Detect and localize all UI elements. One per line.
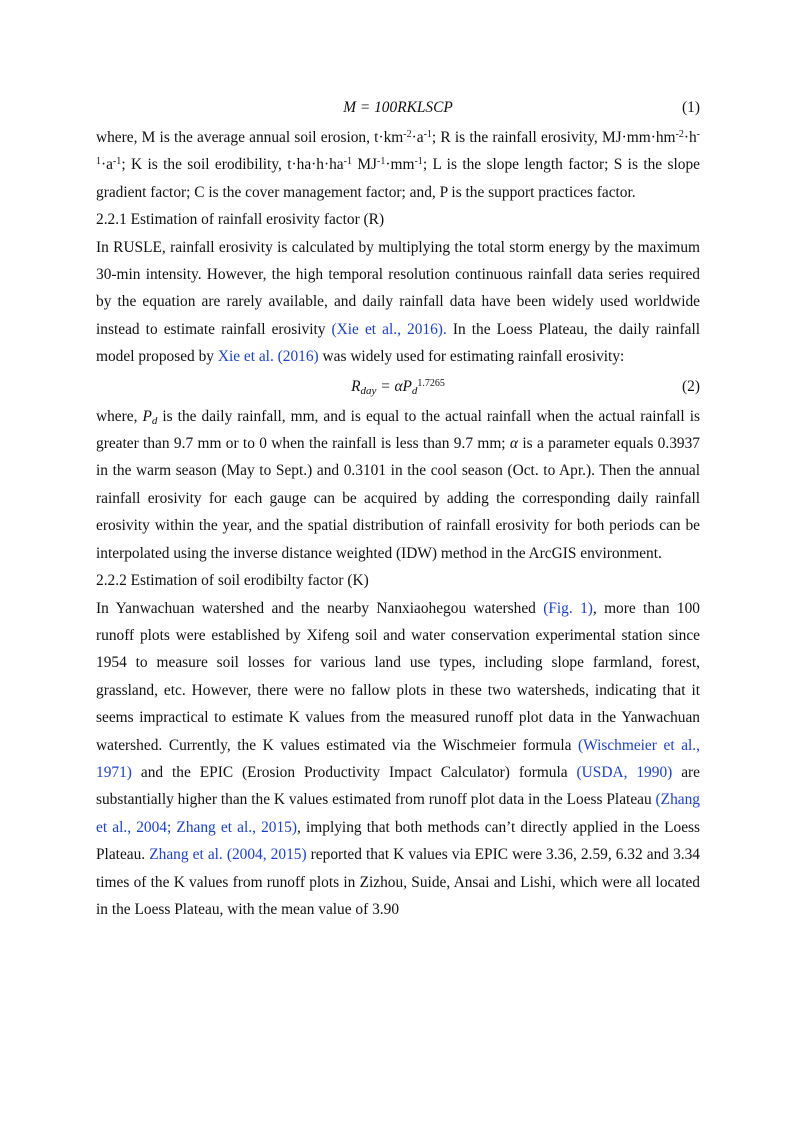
text-run: was widely used for estimating rainfall erosivity: bbox=[318, 348, 625, 366]
equation-variable: R bbox=[351, 377, 361, 395]
text-run: In RUSLE, rainfall erosivity is calculated by multiplying the total storm energy by the maximum 30-min intensity. However, the high temporal resolution continuous rainfall data series required by the equation are rarely available, and daily rainfall data have been widely used worldwide instead to estimate rainfall erosivity bbox=[96, 238, 700, 338]
superscript: -1 bbox=[96, 129, 700, 168]
superscript: -1 bbox=[377, 156, 386, 168]
text-run: are substantially higher than the K values estimated from runoff plot data in the Loess Plateau bbox=[96, 763, 701, 809]
subscript: d bbox=[151, 414, 158, 427]
equation-1-formula: M = 100RKLSCP bbox=[343, 99, 453, 116]
text-run: where, bbox=[96, 407, 143, 425]
equation-2-formula bbox=[96, 371, 700, 403]
superscript: -1 bbox=[414, 156, 423, 168]
citation-link[interactable]: (Zhang et al., 2004; Zhang et al., 2015) bbox=[96, 791, 700, 836]
text-run: ; L is the slope length factor; S is the slope gradient factor; C is the cover management factor; and, P is the support practices factor. bbox=[96, 156, 700, 201]
paper-page bbox=[96, 92, 700, 923]
equation-1-definitions bbox=[96, 124, 700, 206]
text-run: ; K is the soil erodibility, t·ha·h·ha bbox=[121, 156, 344, 174]
text-run: , implying that both methods can’t directly applied in the Loess Plateau. bbox=[96, 818, 701, 864]
text-run: ·mm bbox=[385, 156, 415, 174]
superscript: -2 bbox=[675, 129, 684, 140]
text-run: is a parameter equals 0.3937 in the warm season (May to Sept.) and 0.3101 in the cool season (Oct. to Apr.). Then the annual rainfall erosivity for each gauge can be acquired by adding the corresponding daily rainfall erosivity within the year, and the spatial distribution of rainfall erosivity for both periods can be interpolated using the inverse distance weighted (IDW) method in the ArcGIS environment. bbox=[96, 435, 700, 562]
text-run: is the daily rainfall, mm, and is equal to the actual rainfall when the actual rainfall is greater than 9.7 mm or to 0 when the rainfall is less than 9.7 mm; bbox=[96, 407, 700, 453]
equation-2 bbox=[96, 371, 700, 403]
subscript: day bbox=[360, 384, 377, 397]
paragraph-soil-erodibility bbox=[96, 595, 700, 924]
citation-link[interactable]: (USDA, 1990) bbox=[576, 763, 673, 781]
equation-1 bbox=[96, 92, 700, 124]
equation-text: = αP bbox=[376, 377, 412, 395]
citation-link[interactable]: Zhang et al. (2004, 2015) bbox=[149, 846, 307, 864]
superscript: -2 bbox=[403, 129, 412, 140]
text-run: ·a bbox=[101, 156, 113, 174]
superscript: -1 bbox=[343, 156, 352, 168]
text-run: ·a bbox=[411, 129, 424, 146]
equation-1-number: (1) bbox=[682, 99, 700, 116]
text-run: , more than 100 runoff plots were established by Xifeng soil and water conservation experimental station since 1954 to measure soil losses for various land use types, including slope farmland, forest, grassland, etc. However, there were no fallow plots in these two watersheds, indicating that it seems impractical to estimate K values from the measured runoff plot data in the Yanwachuan watershed. Currently, the K values estimated via the Wischmeier formula bbox=[96, 599, 700, 754]
citation-link[interactable]: Xie et al. (2016) bbox=[217, 348, 319, 366]
equation-2-definitions bbox=[96, 403, 700, 567]
text-run: reported that K values via EPIC were 3.36, 2.59, 6.32 and 3.34 times of the K values from runoff plots in Zizhou, Suide, Ansai and Lishi, which were all located in the Loess Plateau, with the mean value of 3.90 bbox=[96, 846, 701, 918]
subscript: d bbox=[411, 384, 418, 397]
text-run: In Yanwachuan watershed and the nearby Nanxiaohegou watershed bbox=[96, 599, 544, 617]
figure-link[interactable]: (Fig. 1) bbox=[543, 599, 593, 617]
citation-link[interactable]: (Wischmeier et al., 1971) bbox=[96, 736, 700, 781]
paragraph-rainfall-erosivity bbox=[96, 234, 700, 371]
text-run: where, M is the average annual soil erosion, t·km bbox=[96, 129, 404, 146]
exponent: 1.7265 bbox=[417, 377, 445, 389]
citation-link[interactable]: (Xie et al., 2016). bbox=[331, 320, 447, 338]
text-run: In the Loess Plateau, the daily rainfall model proposed by bbox=[96, 320, 701, 366]
alpha-symbol: α bbox=[509, 435, 519, 453]
equation-variable: P bbox=[142, 407, 152, 425]
section-heading-2-2-1: 2.2.1 Estimation of rainfall erosivity factor (R) bbox=[96, 211, 385, 229]
text-run: and the EPIC (Erosion Productivity Impact Calculator) formula bbox=[131, 763, 577, 781]
superscript: -1 bbox=[423, 129, 432, 140]
superscript: -1 bbox=[112, 156, 122, 168]
text-run: MJ bbox=[351, 156, 378, 174]
text-run: ; R is the rainfall erosivity, MJ·mm·hm bbox=[431, 129, 676, 146]
section-heading-2-2-2: 2.2.2 Estimation of soil erodibilty factor (K) bbox=[96, 572, 369, 590]
equation-2-number: (2) bbox=[682, 377, 700, 395]
text-run: ·h bbox=[683, 129, 697, 146]
